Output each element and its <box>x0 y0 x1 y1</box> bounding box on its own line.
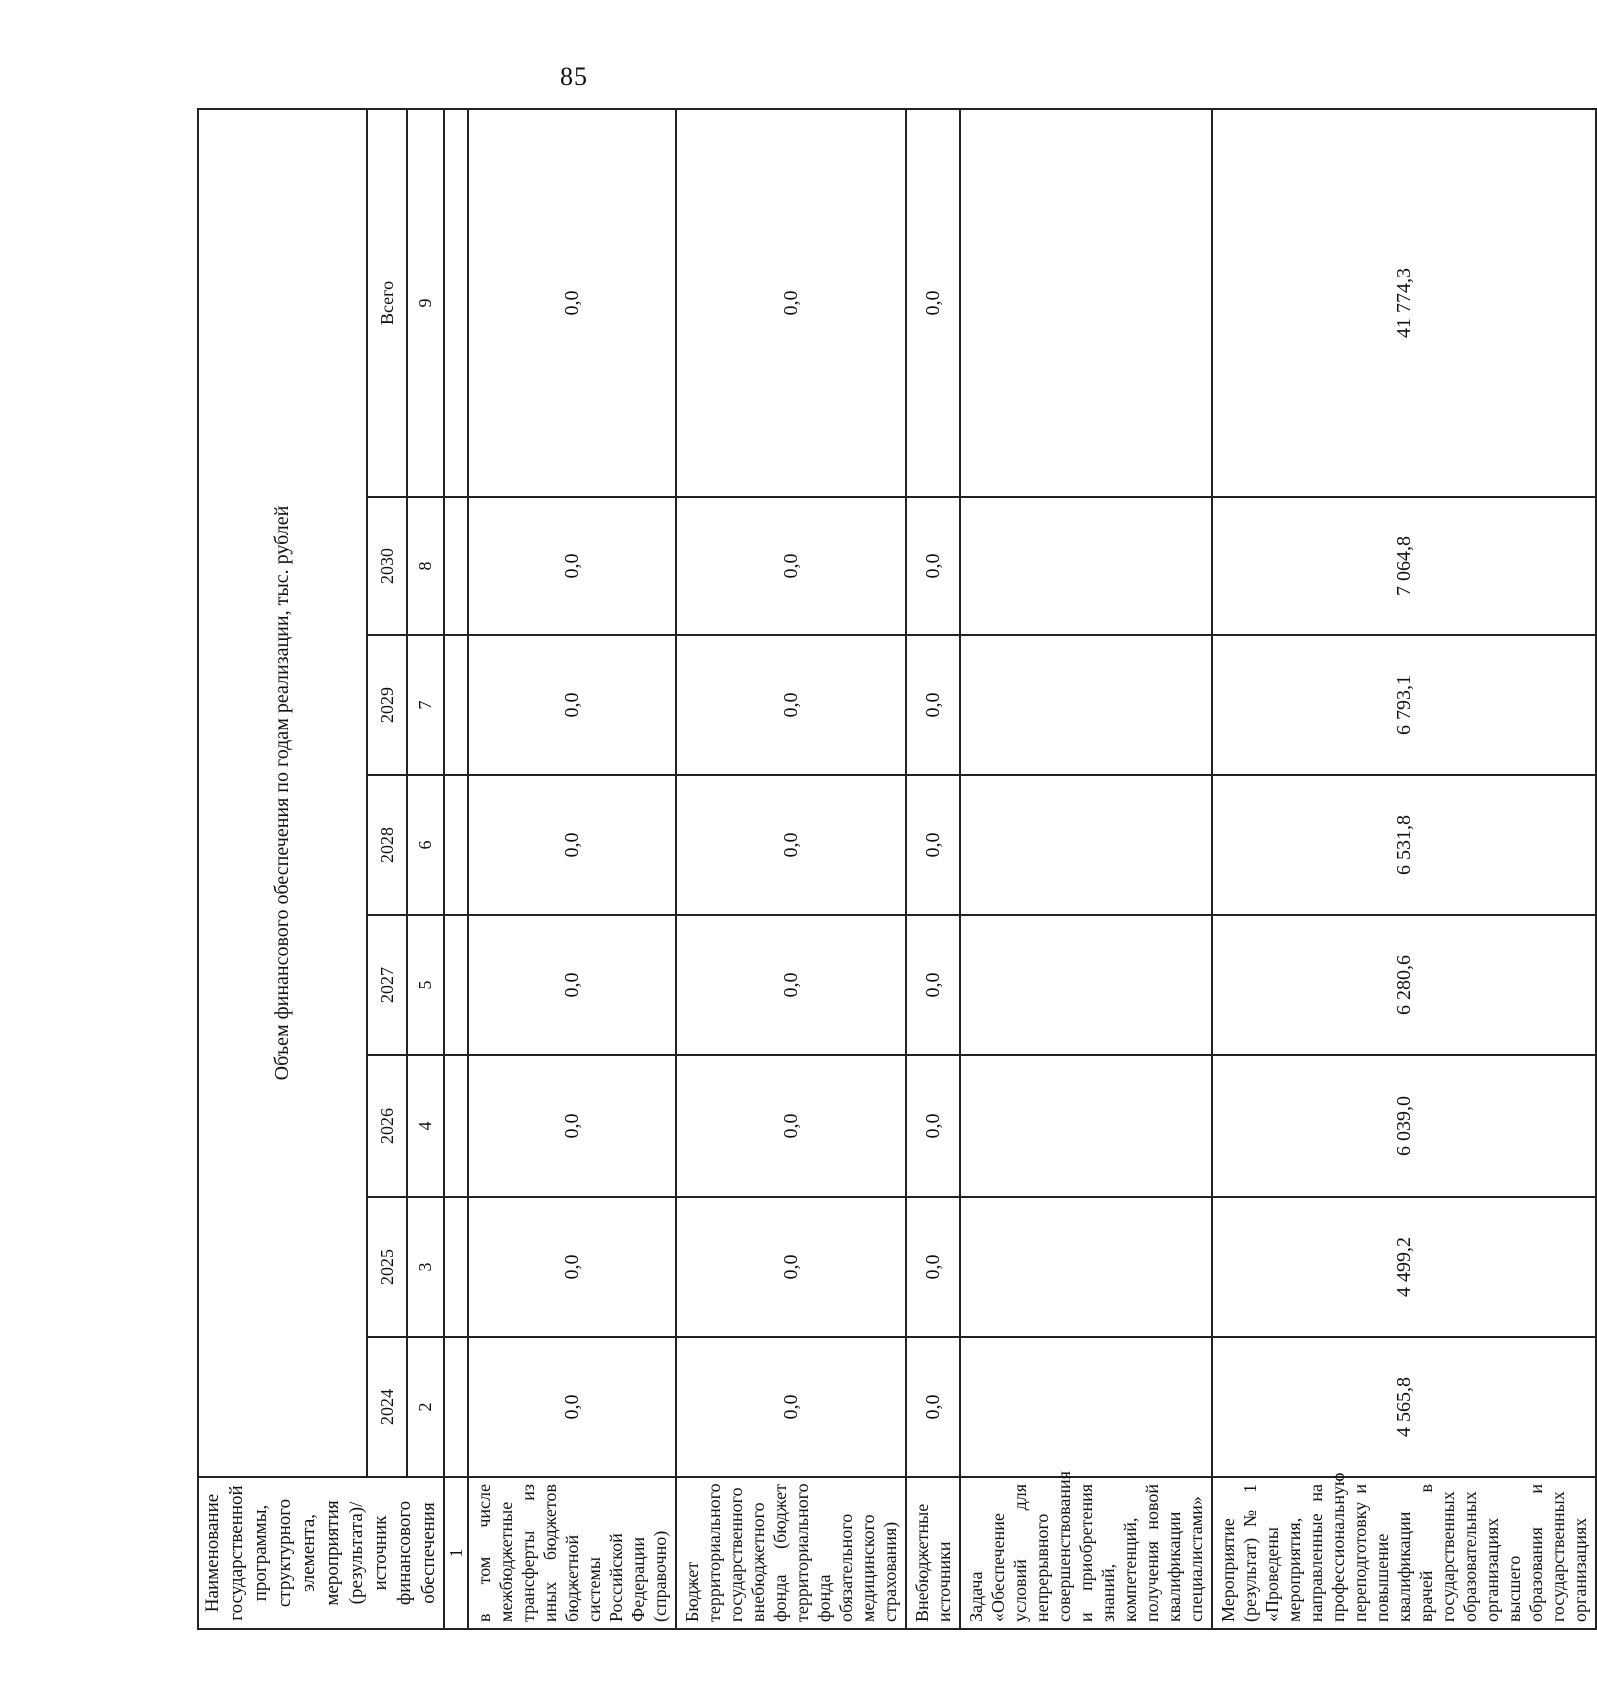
value-cell: 0,0 <box>468 775 676 915</box>
value-cell: 0,0 <box>676 915 906 1055</box>
value-cell: 0,0 <box>676 109 906 497</box>
value-cell: 0,0 <box>468 109 676 497</box>
value-cell: 0,0 <box>906 635 960 775</box>
header-year: 2030 <box>367 497 407 635</box>
value-cell: 0,0 <box>906 109 960 497</box>
value-cell: 0,0 <box>906 497 960 635</box>
header-year: 2028 <box>367 775 407 915</box>
value-cell: 0,0 <box>676 1337 906 1477</box>
value-cell: 0,0 <box>906 1055 960 1197</box>
value-cell: 0,0 <box>468 915 676 1055</box>
header-name-column: Наименование государственной программы, структурного элемента, мероприятия (результата)/источник финансового обеспечения <box>198 1477 444 1629</box>
value-cell: 0,0 <box>906 1197 960 1337</box>
value-cell <box>960 635 1212 775</box>
value-cell: 4 565,8 <box>1212 1337 1596 1477</box>
value-cell: 6 039,0 <box>1212 1055 1596 1197</box>
value-cell: 6 280,6 <box>1212 915 1596 1055</box>
header-year: 2029 <box>367 635 407 775</box>
value-cell: 0,0 <box>676 775 906 915</box>
header-year: 2024 <box>367 1337 407 1477</box>
row-name: Бюджет территориального государственного внебюджетного фонда (бюджет территориального фонда обязательного медицинского страхования) <box>676 1477 906 1629</box>
row-name: в том числе межбюджетные трансферты из иных бюджетов бюджетной системы Российской Федерации (справочно) <box>468 1477 676 1629</box>
value-cell <box>960 1055 1212 1197</box>
header-year: 2025 <box>367 1197 407 1337</box>
header-col-number: 3 <box>407 1197 444 1337</box>
value-cell <box>960 1197 1212 1337</box>
header-col-number: 9 <box>407 109 444 497</box>
table-row <box>960 109 1212 1629</box>
value-cell: 6 531,8 <box>1212 775 1596 915</box>
value-cell: 0,0 <box>468 497 676 635</box>
header-col-number: 2 <box>407 1337 444 1477</box>
value-cell <box>960 775 1212 915</box>
value-cell <box>960 915 1212 1055</box>
table-row <box>906 109 960 1629</box>
table-row <box>468 109 676 1629</box>
value-cell: 4 499,2 <box>1212 1197 1596 1337</box>
value-cell: 0,0 <box>468 1055 676 1197</box>
header-year: 2026 <box>367 1055 407 1197</box>
value-cell: 0,0 <box>906 775 960 915</box>
value-cell: 0,0 <box>468 635 676 775</box>
header-col-number: 7 <box>407 635 444 775</box>
value-cell: 0,0 <box>676 497 906 635</box>
value-cell: 0,0 <box>468 1337 676 1477</box>
value-cell <box>960 497 1212 635</box>
table-row <box>1212 109 1596 1629</box>
value-cell: 0,0 <box>468 1197 676 1337</box>
value-cell: 0,0 <box>676 635 906 775</box>
financing-table <box>197 108 1597 1630</box>
rotated-table-frame <box>197 110 1590 1630</box>
page-number: 85 <box>560 62 588 91</box>
header-col-number: 5 <box>407 915 444 1055</box>
header-year: 2027 <box>367 915 407 1055</box>
header-col-number: 1 <box>444 1477 468 1629</box>
value-cell: 6 793,1 <box>1212 635 1596 775</box>
header-col-number: 8 <box>407 497 444 635</box>
value-cell <box>960 109 1212 497</box>
value-cell: 0,0 <box>676 1055 906 1197</box>
value-cell: 0,0 <box>906 1337 960 1477</box>
row-name: Задача «Обеспечение условий для непрерывного совершенствования и приобретения знаний, компетенций, получения новой квалификации специалистами» <box>960 1477 1212 1629</box>
header-total: Всего <box>367 109 407 497</box>
row-name: Внебюджетные источники <box>906 1477 960 1629</box>
value-cell: 7 064,8 <box>1212 497 1596 635</box>
header-col-number: 4 <box>407 1055 444 1197</box>
header-financing-volume: Объем финансового обеспечения по годам реализации, тыс. рублей <box>198 109 367 1477</box>
value-cell: 41 774,3 <box>1212 109 1596 497</box>
value-cell: 0,0 <box>906 915 960 1055</box>
row-name: Мероприятие (результат) № 1 «Проведены мероприятия, направленные на профессиональную переподготовку и повышение квалификации врачей в государственных образовательных организациях высшего образования и государственных организациях <box>1212 1477 1596 1629</box>
table-row <box>676 109 906 1629</box>
header-col-number: 6 <box>407 775 444 915</box>
value-cell <box>960 1337 1212 1477</box>
value-cell: 0,0 <box>676 1197 906 1337</box>
